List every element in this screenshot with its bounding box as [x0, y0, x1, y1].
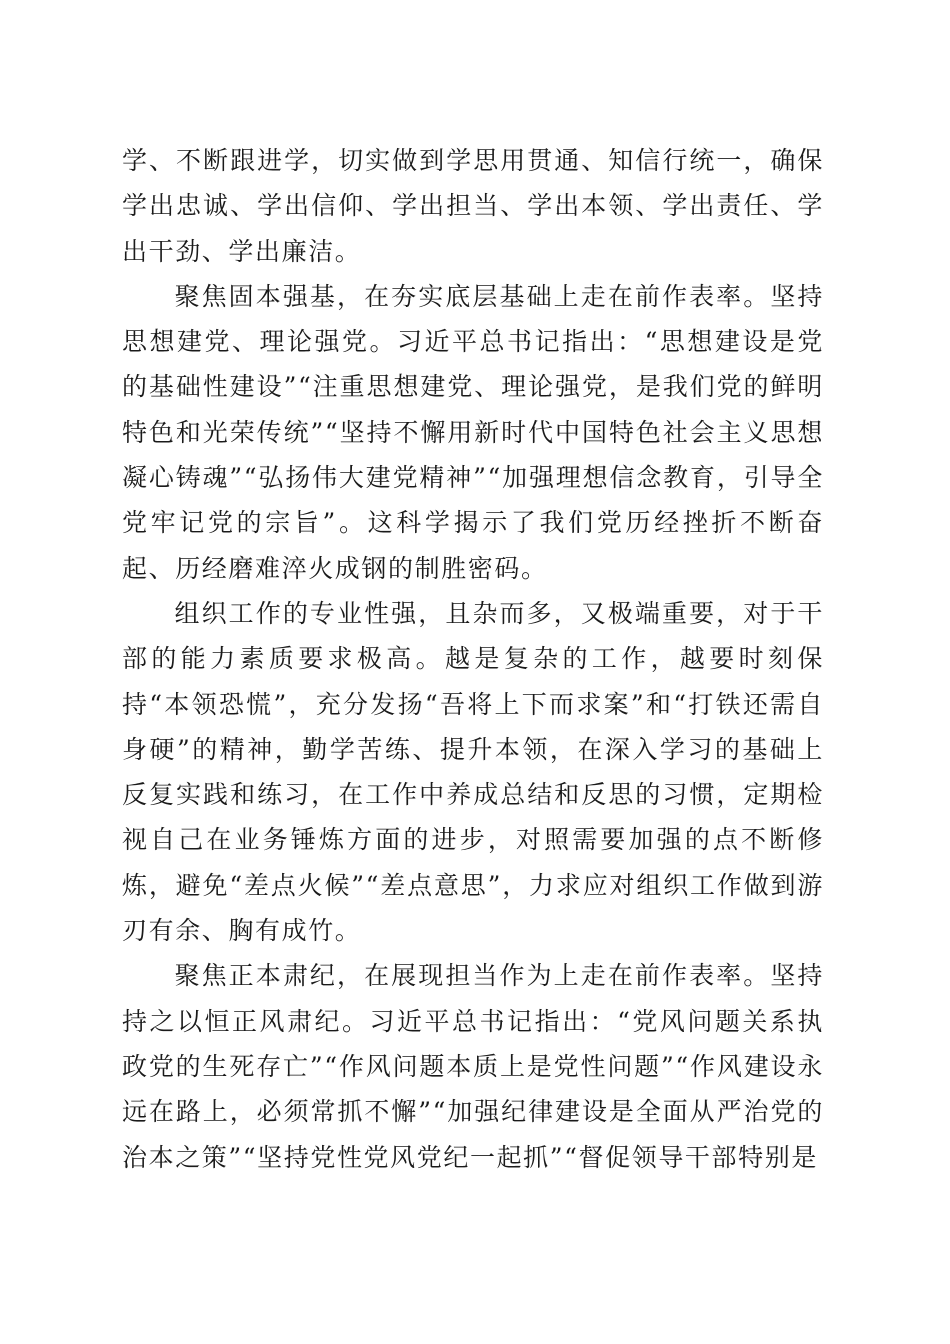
paragraph-discipline: 聚焦正本肃纪，在展现担当作为上走在前作表率。坚持持之以恒正风肃纪。习近平总书记指出：“党风问题关系执政党的生死存亡”“作风问题本质上是党性问题”“作风建设永远在路上，必须常抓不懈”“加强纪律建设是全面从严治党的治本之策”“坚持党性党风党纪一起抓”“督促领导干部特别是 — [122, 961, 824, 1172]
paragraph-organization-work: 组织工作的专业性强，且杂而多，又极端重要，对于干部的能力素质要求极高。越是复杂的工作，越要时刻保持“本领恐慌”，充分发扬“吾将上下而求案”和“打铁还需自身硬”的精神，勤学苦练、提升本领，在深入学习的基础上反复实践和练习，在工作中养成总结和反思的习惯，定期检视自己在业务锤炼方面的进步，对照需要加强的点不断修炼，避免“差点火候”“差点意思”，力求应对组织工作做到游刃有余、胸有成竹。 — [122, 598, 824, 946]
body-text — [122, 138, 824, 1180]
paragraph-theory-party-building: 聚焦固本强基，在夯实底层基础上走在前作表率。坚持思想建党、理论强党。习近平总书记指出：“思想建设是党的基础性建设”“注重思想建党、理论强党，是我们党的鲜明特色和光荣传统”“坚持不懈用新时代中国特色社会主义思想凝心铸魂”“弘扬伟大建党精神”“加强理想信念教育，引导全党牢记党的宗旨”。这科学揭示了我们党历经挫折不断奋起、历经磨难淬火成钢的制胜密码。 — [122, 281, 824, 583]
paragraph-continuation: 学、不断跟进学，切实做到学思用贯通、知信行统一，确保学出忠诚、学出信仰、学出担当、学出本领、学出责任、学出干劲、学出廉洁。 — [122, 146, 824, 266]
